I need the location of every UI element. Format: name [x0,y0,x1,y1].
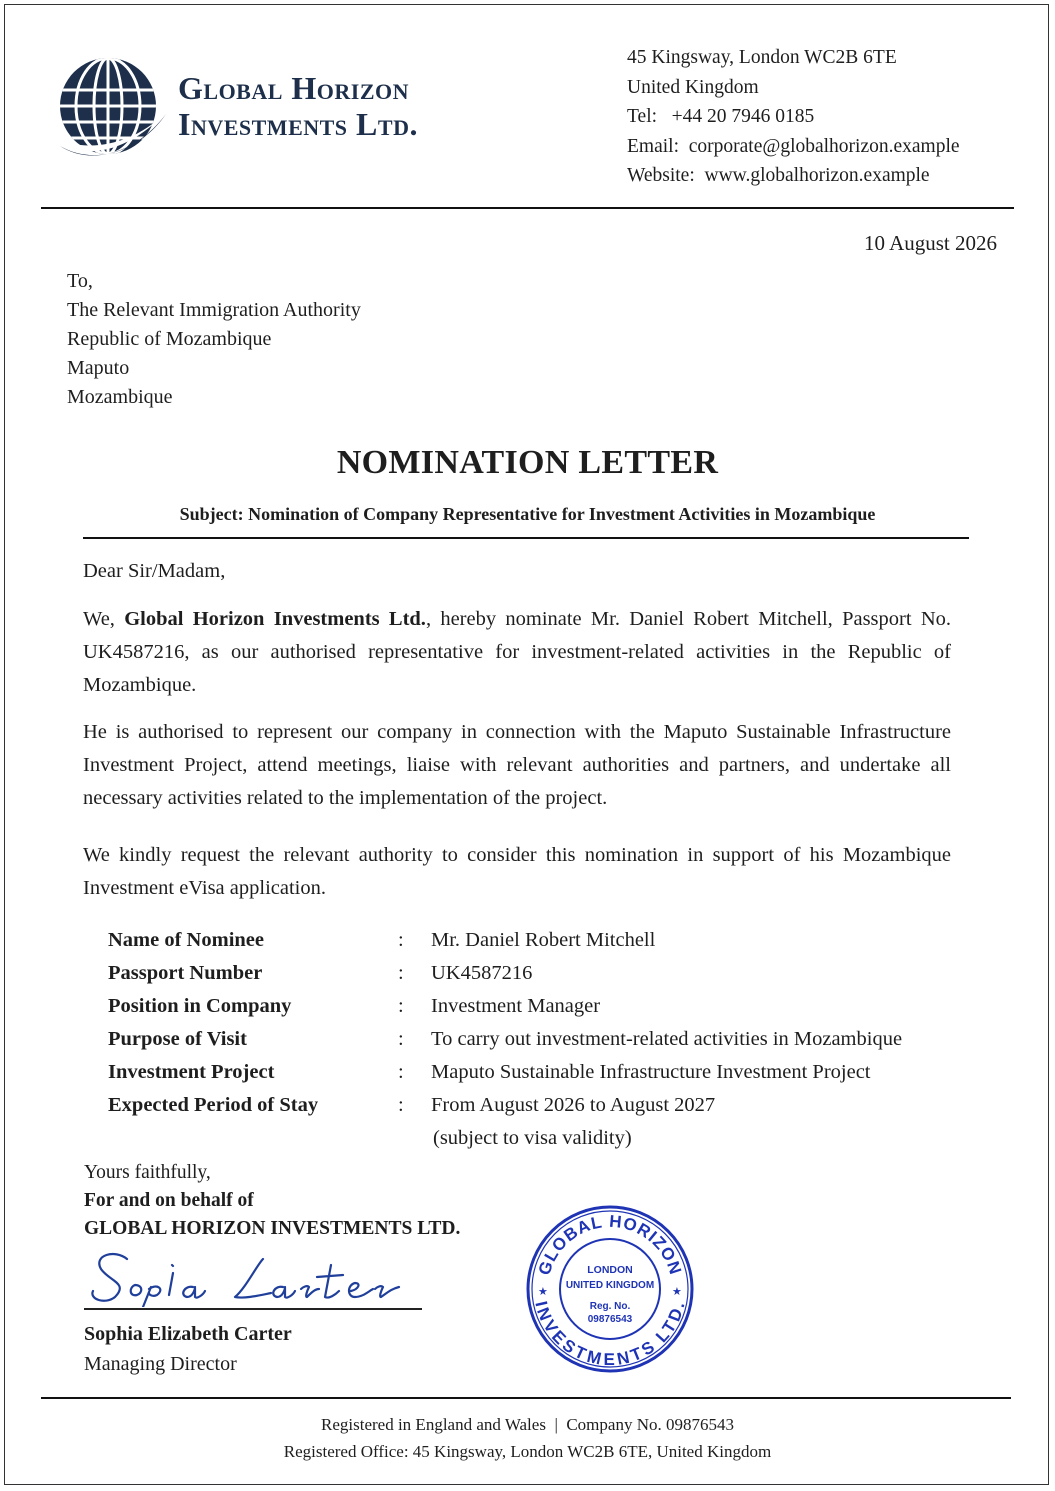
header-rule [41,207,1014,209]
salutation: Dear Sir/Madam, [83,560,226,582]
email-line: Email: corporate@globalhorizon.example [627,135,960,157]
footer-rule [41,1397,1011,1399]
stamp-reg-label: Reg. No. [589,1301,631,1312]
detail-label: Position in Company [108,995,292,1017]
detail-colon: : [398,1028,404,1050]
detail-row [108,924,963,957]
detail-colon: : [398,962,404,984]
phone-line: Tel: +44 20 7946 0185 [627,106,815,127]
detail-value: Investment Manager [431,995,601,1017]
detail-colon: : [398,1094,404,1116]
company-name-line1: Global Horizon [178,70,410,106]
para1-pre: We, [83,608,125,630]
address-line2: United Kingdom [627,76,759,98]
stamp-arc-bottom: INVESTMENTS LTD. [531,1299,689,1370]
closing-block [84,1159,460,1243]
detail-row [108,1089,963,1122]
detail-colon: : [398,995,404,1017]
para1-post: , hereby nominate Mr. Daniel Robert Mitchell, Passport No. UK4587216, as our authorised representative for investment-related activities in the Republic of Mozambique. [83,608,951,696]
detail-label: Purpose of Visit [108,1028,247,1050]
detail-row [108,990,963,1023]
stay-note: (subject to visa validity) [433,1127,632,1149]
signature-image [85,1245,405,1307]
globe-swoosh-icon [50,54,170,164]
contact-block [627,43,960,191]
company-brand [178,70,418,142]
signatory-name: Sophia Elizabeth Carter [84,1323,292,1345]
detail-label: Passport Number [108,962,263,984]
detail-value: UK4587216 [431,962,533,984]
detail-value: Mr. Daniel Robert Mitchell [431,929,656,951]
footer-office: Registered Office: 45 Kingsway, London WC2B 6TE, United Kingdom [283,1442,772,1461]
detail-row [108,1056,963,1089]
letter-date: 10 August 2026 [863,231,997,255]
stamp-reg-number: 09876543 [587,1314,633,1325]
detail-colon: : [398,929,404,951]
recipient-line: The Relevant Immigration Authority [67,299,361,321]
stamp-city: LONDON [587,1264,633,1276]
nominee-details [108,924,963,1155]
paragraph-3: We kindly request the relevant authority to consider this nomination in support of his Mozambique Investment eVisa application. [83,844,951,899]
detail-label: Name of Nominee [108,929,264,951]
recipient-line: Mozambique [67,386,173,408]
footer-registration: Registered in England and Wales | Company No. 09876543 [321,1415,734,1434]
subject-line: Subject: Nomination of Company Representative for Investment Activities in Mozambique [179,504,876,524]
detail-value: From August 2026 to August 2027 [431,1094,716,1116]
paragraph-1 [83,603,951,702]
stamp-country: UNITED KINGDOM [565,1280,655,1291]
detail-colon: : [398,1061,404,1083]
closing-line: For and on behalf of [84,1190,254,1211]
paragraph-2: He is authorised to represent our company in connection with the Maputo Sustainable Infrastructure Investment Project, attend meetings, liaise with relevant authorities and partners, and undertake all necessary activities related to the implementation of the project. [83,721,951,809]
company-stamp [524,1203,696,1375]
stamp-arc-top: GLOBAL HORIZON [534,1211,686,1278]
document-title: NOMINATION LETTER [336,444,719,481]
star-icon: ★ [672,1285,682,1298]
recipient-line: To, [67,270,93,292]
signature-line [84,1308,422,1310]
detail-label: Investment Project [108,1061,275,1083]
detail-row [108,957,963,990]
detail-value: Maputo Sustainable Infrastructure Investment Project [431,1061,871,1083]
signatory-title: Managing Director [84,1353,237,1375]
detail-row-note [108,1122,963,1155]
recipient-address [67,267,361,412]
subject-rule [83,537,969,539]
detail-value: To carry out investment-related activities in Mozambique [431,1028,903,1050]
recipient-line: Republic of Mozambique [67,328,272,350]
closing-company: GLOBAL HORIZON INVESTMENTS LTD. [84,1218,461,1239]
star-icon: ★ [538,1285,548,1298]
recipient-line: Maputo [67,357,130,379]
closing-line: Yours faithfully, [84,1162,211,1183]
website-line: Website: www.globalhorizon.example [627,165,930,186]
detail-label: Expected Period of Stay [108,1094,319,1116]
detail-row [108,1023,963,1056]
para1-company: Global Horizon Investments Ltd. [124,608,426,630]
company-name-line2: Investments Ltd. [178,106,418,142]
address-line1: 45 Kingsway, London WC2B 6TE [627,47,897,68]
